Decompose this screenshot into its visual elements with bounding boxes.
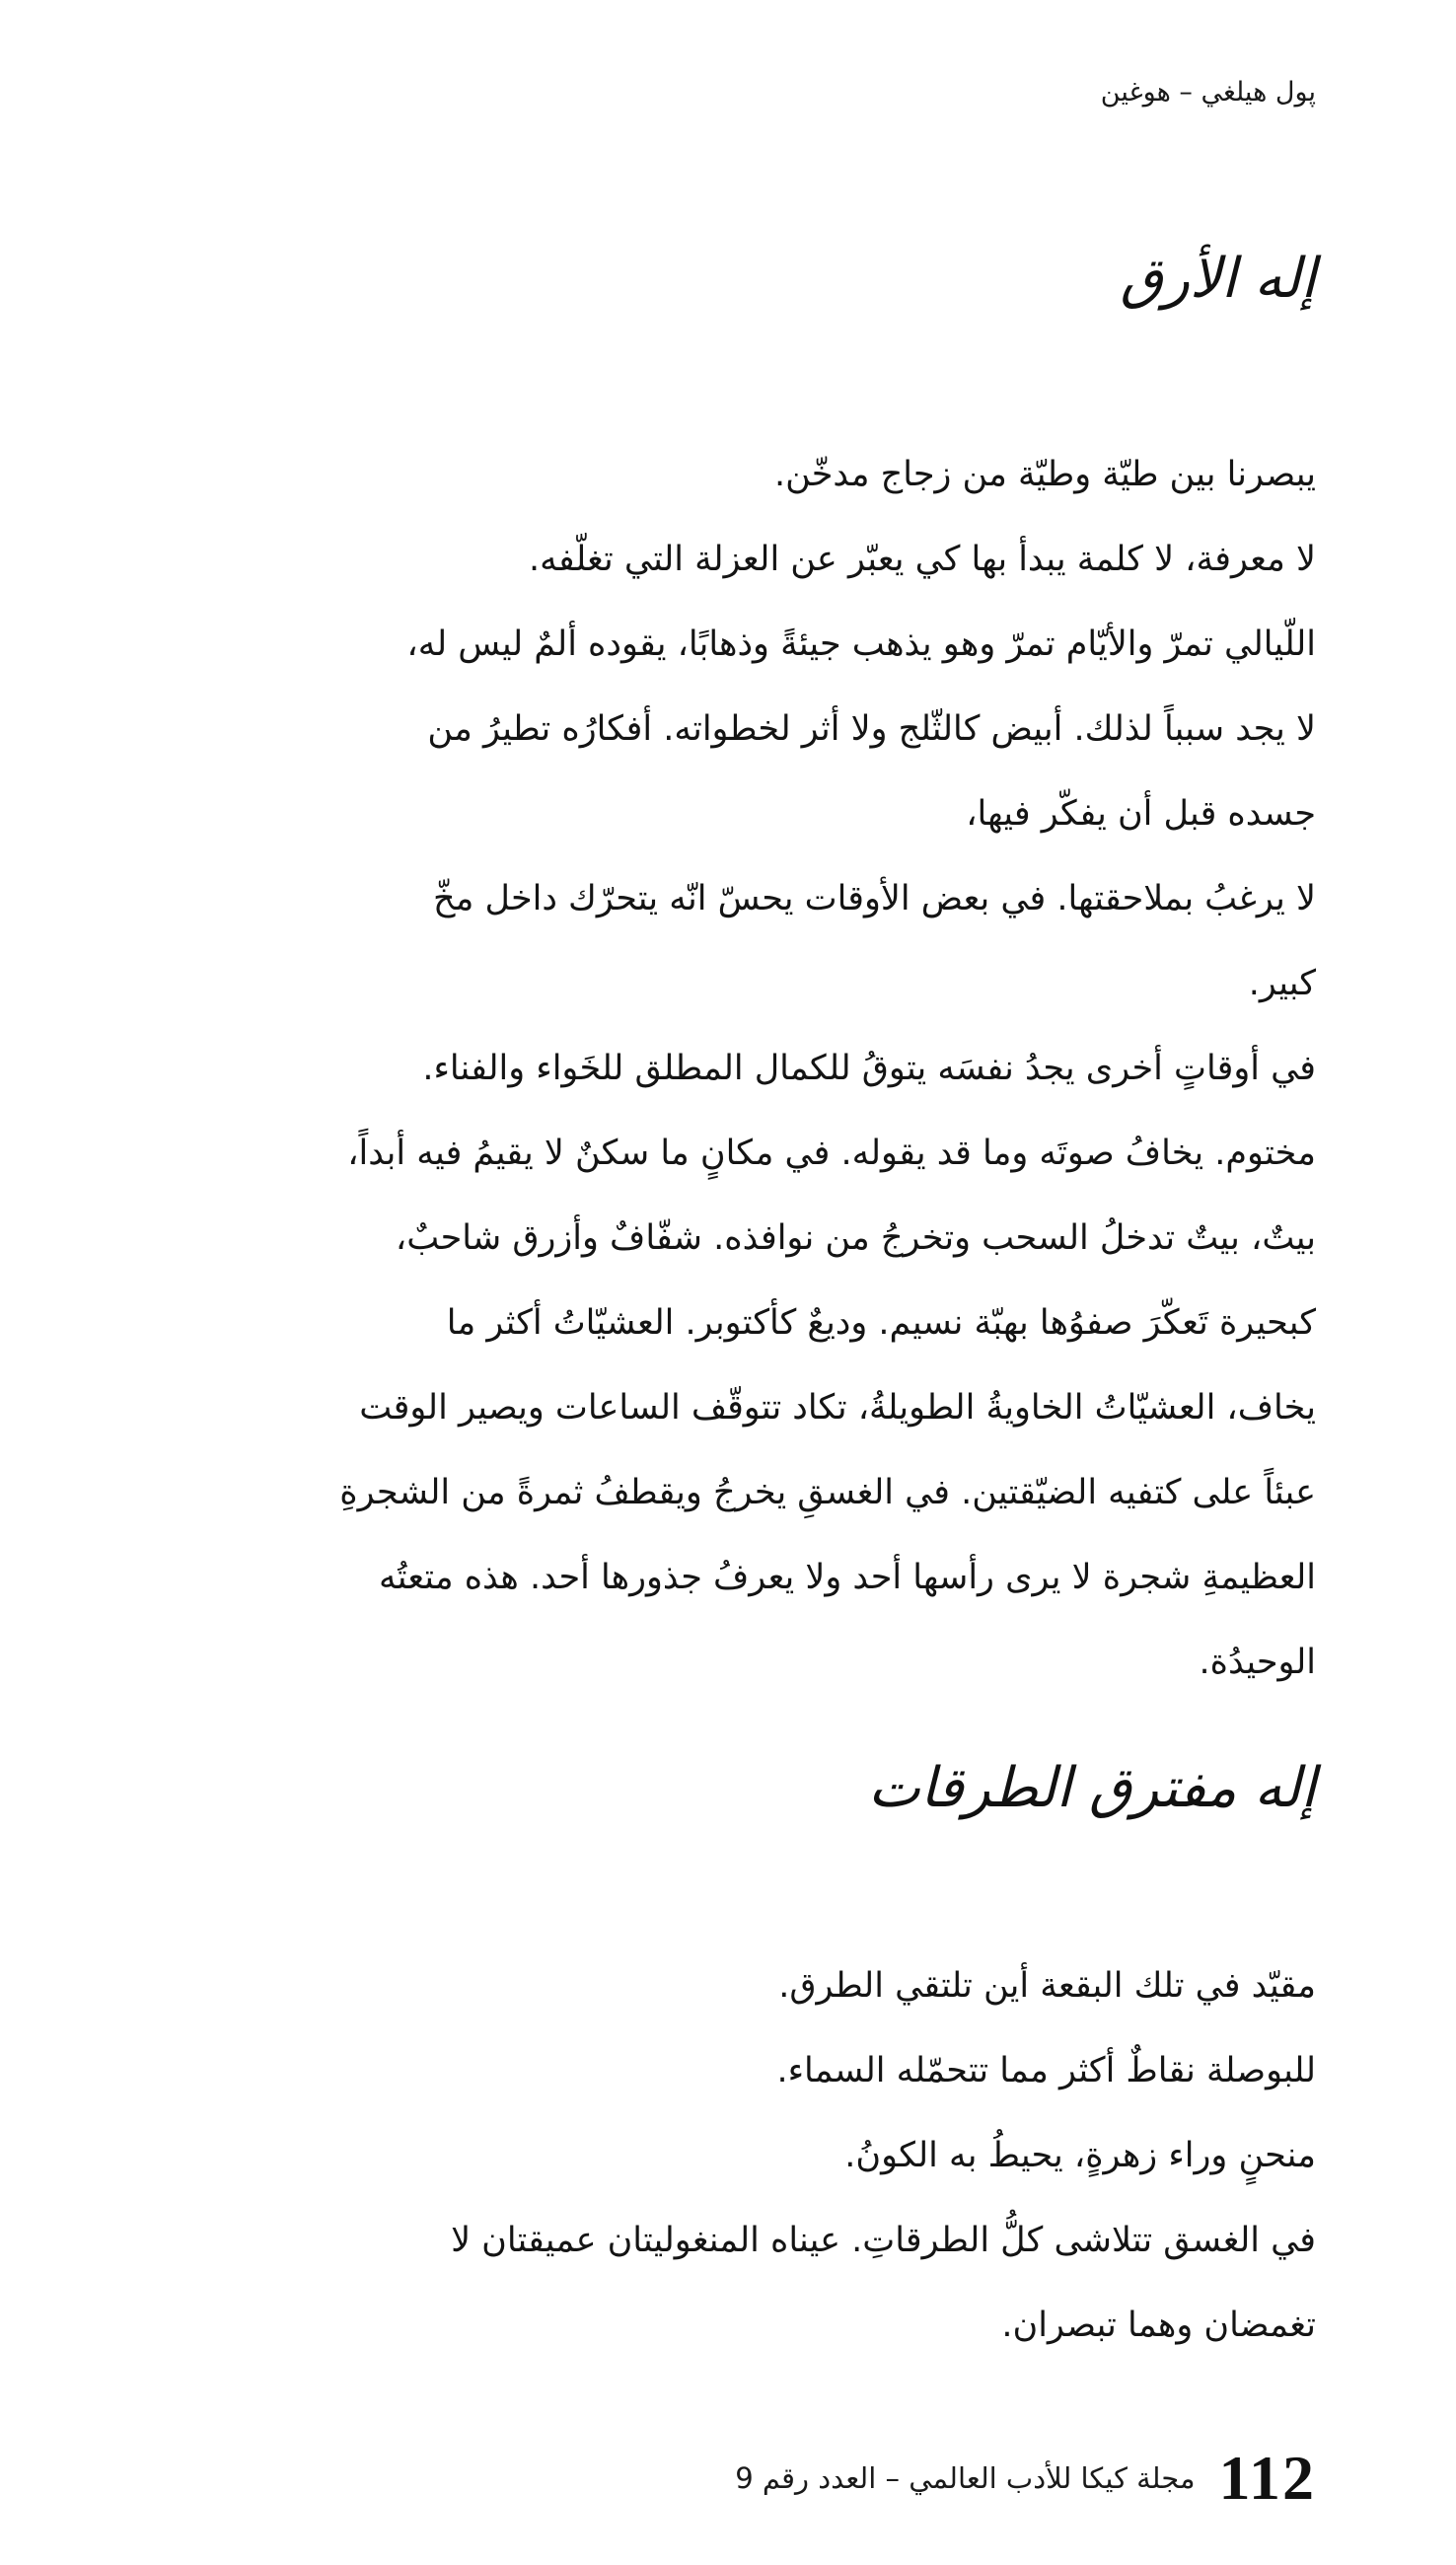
poem-title: إله مفترق الطرقات [868,1756,1316,1820]
poem-line: يخاف، العشيّاتُ الخاويةُ الطويلةُ، تكاد تتوقّف الساعات ويصير الوقت [359,1388,1316,1428]
poem-body [122,432,1316,1705]
poem-line: منحنٍ وراء زهرةٍ، يحيطُ به الكونُ. [844,2136,1316,2175]
page-footer [735,2442,1316,2515]
poem-line: عبئاً على كتفيه الضيّقتين. في الغسقِ يخرجُ ويقطفُ ثمرةً من الشجرةِ [339,1473,1316,1512]
running-header: پول هيلغي – هوغين [1100,77,1316,108]
poem-line: اللّيالي تمرّ والأيّام تمرّ وهو يذهب جيئةً وذهابًا، يقوده ألمٌ ليس له، [406,624,1316,664]
poem-line: في الغسق تتلاشى كلُّ الطرقاتِ. عيناه المنغوليتان عميقتان لا [451,2221,1316,2260]
poem-line: في أوقاتٍ أخرى يجدُ نفسَه يتوقُ للكمال المطلق للخَواء والفناء. [422,1049,1316,1088]
poem-line: جسده قبل أن يفكّر فيها، [966,794,1316,834]
poem-line: تغمضان وهما تبصران. [1001,2306,1316,2345]
poem-body [122,1943,1316,2368]
journal-issue-label: مجلة كيكا للأدب العالمي – العدد رقم 9 [735,2461,1196,2495]
poem-line: كبحيرة تَعكّرَ صفوُها بهبّة نسيم. وديعٌ كأكتوبر. العشيّاتُ أكثر ما [446,1303,1316,1343]
poem-line: العظيمةِ شجرة لا يرى رأسها أحد ولا يعرفُ جذورها أحد. هذه متعتُه [379,1558,1316,1597]
poem-line: بيتٌ، بيتٌ تدخلُ السحب وتخرجُ من نوافذه. شفّافٌ وأزرق شاحبٌ، [395,1218,1316,1258]
poem-line: كبير. [1248,964,1316,1003]
poem-line: للبوصلة نقاطٌ أكثر مما تتحمّله السماء. [776,2051,1316,2090]
poem-line: الوحيدُة. [1199,1643,1316,1682]
poem-line: يبصرنا بين طيّة وطيّة من زجاج مدخّن. [773,455,1316,494]
page-number: 112 [1218,2443,1316,2513]
poem-line: لا يرغبُ بملاحقتها. في بعض الأوقات يحسّ انّه يتحرّك داخل مخّ [433,879,1316,918]
poem-line: مختوم. يخافُ صوتَه وما قد يقوله. في مكانٍ ما سكنٌ لا يقيمُ فيه أبداً، [347,1134,1316,1173]
poem-line: مقيّد في تلك البقعة أين تلتقي الطرق. [778,1966,1316,2006]
poem-line: لا معرفة، لا كلمة يبدأ بها كي يعبّر عن العزلة التي تغلّفه. [528,540,1316,579]
poem-line: لا يجد سبباً لذلك. أبيض كالثّلج ولا أثر لخطواته. أفكارُه تطيرُ من [427,709,1316,749]
poem-title: إله الأرق [1120,247,1316,311]
